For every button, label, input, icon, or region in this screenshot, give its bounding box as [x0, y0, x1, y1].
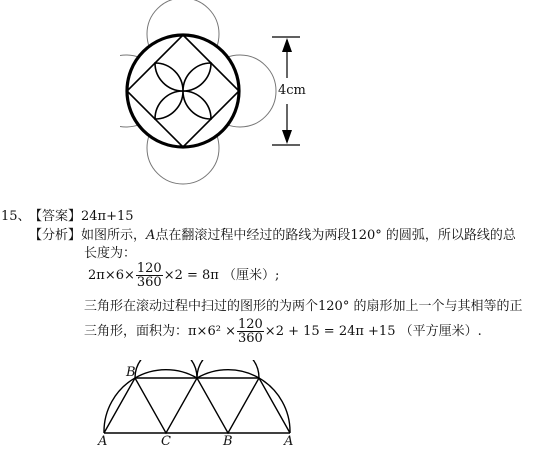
answer-value: 24π+15 — [81, 209, 134, 224]
triangles — [104, 378, 290, 433]
dimension-label: 4cm — [278, 83, 306, 98]
fraction-1: $\frac{120}{360}$ — [136, 261, 162, 290]
equation-2: 三角形，面积为：π×6² × $\frac{120}{360}$ ×2 + 15 = 24π +15 （平方厘米）. — [84, 317, 482, 346]
label-A-left: A — [98, 434, 108, 449]
label-C: C — [161, 434, 171, 449]
circle-figure — [120, 0, 355, 185]
label-A-right: A — [284, 434, 294, 449]
label-B-bottom: B — [223, 434, 233, 449]
analysis-line-2: 长度为： — [84, 246, 137, 261]
label-B-top: B — [126, 365, 136, 380]
analysis-line-1: 【分析】如图所示，A点在翻滚过程中经过的路线为两段120° 的圆弧，所以路线的总 — [29, 228, 516, 243]
rolling-triangle-figure — [90, 360, 305, 451]
fraction-2: $\frac{120}{360}$ — [237, 317, 263, 346]
answer-line — [29, 209, 134, 225]
problem-number: 15、 — [1, 209, 31, 224]
analysis-tag: 【分析】 — [29, 228, 82, 243]
equation-1: 2π×6× $\frac{120}{360}$ ×2 = 8π （厘米）; — [88, 261, 280, 290]
answer-tag: 【答案】 — [29, 209, 82, 224]
analysis-line-3: 三角形在滚动过程中扫过的图形的为两个120° 的扇形加上一个与其相等的正 — [84, 299, 523, 314]
arc-middle — [135, 360, 259, 378]
